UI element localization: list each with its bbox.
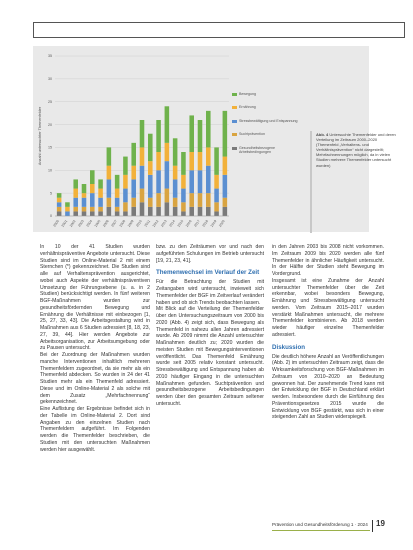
x-tick-label: 2006 (102, 219, 110, 228)
legend-swatch (232, 133, 237, 136)
x-tick-label: 2013 (160, 219, 168, 228)
bar-segment (156, 120, 161, 152)
bar-segment (131, 207, 136, 216)
legend-swatch (232, 106, 237, 109)
x-tick-label: 2019 (209, 219, 218, 228)
legend-swatch (232, 120, 237, 123)
bar-segment (65, 202, 70, 207)
bar-segment (57, 198, 62, 203)
y-tick-label: 35 (48, 54, 52, 59)
bar-segment (181, 189, 186, 203)
bar-segment (73, 179, 78, 188)
y-tick-label: 25 (48, 99, 52, 104)
bar-segment (57, 193, 62, 198)
bar-segment (173, 198, 178, 207)
legend-entry (232, 105, 300, 109)
bar-segment (98, 189, 103, 198)
bar-segment (90, 193, 95, 207)
legend-label: Ernährung (239, 105, 256, 110)
bar-segment (107, 166, 112, 180)
bar-segment (173, 138, 178, 165)
x-tick-label: 2018 (201, 219, 210, 228)
bar-segment (123, 189, 128, 203)
paragraph: Mit Blick auf die Verteilung der Themenfelder über den Untersuchungszeitraum von 2000 bis 2020 (Abb. 4) zeigt sich, dass Bewegung als Themenfeld in nahezu allen Jahren adressiert wurde. Ab 2009 nimmt die Anzahl untersuchter Maßnahmen deutlich zu; 2020 wurden die meisten Studien mit Bewegungsinterventionen veröffentlicht. Das Themenfeld Ernährung wurde seit 2005 relativ konstant untersucht. Stressbewältigung und Entspannung haben ab 2010 häufiger Eingang in die untersuchten Maßnahmen gefunden. Suchtprävention und gesundheitsbezogene Arbeitsbedingungen werden über den gesamten Zeitraum seltener untersucht. (156, 306, 264, 407)
bar-segment (107, 207, 112, 216)
bar-segment (82, 211, 87, 216)
x-tick-label: 2014 (168, 219, 176, 228)
y-tick-label: 0 (50, 214, 52, 219)
bar-segment (98, 179, 103, 188)
bar-segment (123, 175, 128, 189)
bar-segment (140, 202, 145, 216)
y-tick-label: 15 (48, 145, 52, 150)
x-tick-label: 2008 (118, 219, 127, 228)
bar-segment (90, 170, 95, 184)
bar-segment (107, 179, 112, 197)
bar-segment (214, 202, 219, 211)
bar-segment (173, 179, 178, 197)
bar-segment (156, 193, 161, 207)
bar-segment (57, 211, 62, 216)
bar-segment (214, 211, 219, 216)
bar-segment (181, 211, 186, 216)
y-tick-label: 10 (48, 168, 52, 173)
bar-segment (156, 207, 161, 216)
bar-segment (98, 207, 103, 212)
bar-segment (223, 198, 228, 207)
bar-segment (165, 202, 170, 216)
x-tick-label: 2001 (60, 219, 69, 228)
bar-segment (181, 175, 186, 189)
x-tick-label: 2012 (151, 219, 160, 228)
bar-segment (165, 189, 170, 203)
bar-segment (115, 175, 120, 189)
x-tick-label: 2015 (176, 219, 185, 228)
bar-segment (165, 143, 170, 161)
bar-segment (214, 147, 219, 174)
bar-segment (189, 193, 194, 207)
bar-segment (115, 211, 120, 216)
bar-segment (82, 184, 87, 193)
paragraph: Insgesamt ist eine Zunahme der Anzahl untersuchter Themenfelder über die Zeit erkennbar, wobei besonders Bewegung, Ernährung und Stressbewältigung untersucht werden. Vom Zeitraum 2015–2017 wurden verstärkt Maßnahmen untersucht, die mehrere Themenfelder kombinieren. Ab 2018 werden wieder häufiger einzelne Themenfelder adressiert. (272, 277, 384, 338)
bar-segment (189, 152, 194, 170)
bar-segment (206, 111, 211, 148)
x-tick-label: 2002 (68, 219, 77, 228)
footer-rule (272, 530, 370, 531)
paragraph: bzw. zu den Zeiträumen vor und nach den aufgeführten Schulungen im Betrieb untersucht [19, 21, 23, 41]. (156, 244, 264, 264)
bar-segment (90, 184, 95, 193)
bar-segment (73, 207, 78, 212)
paragraph: in den Jahren 2003 bis 2008 nicht vorkommen. Im Zeitraum 2009 bis 2020 werden alle fünf Themenfelder in ähnlicher Häufigkeit untersucht. In der Hälfte der Studien steht Bewegung im Vordergrund. (272, 244, 384, 277)
bar-segment (123, 211, 128, 216)
y-tick-label: 20 (48, 122, 52, 127)
bar-segment (206, 147, 211, 165)
bar-segment (206, 166, 211, 193)
bar-segment (82, 193, 87, 198)
bar-segment (181, 152, 186, 175)
bar-segment (140, 166, 145, 189)
page-number: 19 (376, 519, 385, 528)
paragraph: Für die Betrachtung der Studien mit Zeitangaben wird untersucht, inwieweit sich Themenfelder der BGF im Zeitverlauf verändert haben und ob sich Trends beobachten lassen. (156, 279, 264, 306)
caption-rule (310, 131, 312, 233)
y-tick-label: 5 (50, 191, 52, 196)
bar-segment (73, 198, 78, 207)
bar-segment (198, 120, 203, 152)
bar-segment (156, 152, 161, 170)
bar-segment (148, 175, 153, 198)
legend-entry (232, 146, 300, 155)
bar-segment (198, 207, 203, 216)
bar-segment (198, 152, 203, 170)
body-column-3 (272, 244, 384, 421)
x-tick-label: 2003 (77, 219, 85, 228)
bar-segment (223, 207, 228, 216)
bar-segment (173, 166, 178, 180)
bar-segment (165, 106, 170, 143)
y-tick-label: 30 (48, 77, 52, 82)
bar-segment (98, 211, 103, 216)
bar-segment (148, 134, 153, 161)
bar-segment (57, 202, 62, 207)
x-tick-label: 2016 (184, 219, 193, 228)
bar-segment (65, 211, 70, 216)
legend-entry (232, 119, 300, 123)
chart-legend (232, 92, 300, 163)
x-tick-label: 2011 (143, 219, 152, 228)
bar-segment (189, 115, 194, 152)
paragraph: Eine Auflistung der Ergebnisse befindet sich in der Tabelle im Online-Material 2. Dort sind Angaben zu den einzelnen Studien nach Themenfeldern aufgeführt. Im Folgenden werden die Themenfelder beschrieben, die Studien mit den untersuchten Maßnahmen werden hier ausgewählt. (40, 406, 150, 453)
bar-segment (115, 198, 120, 207)
bar-segment (181, 202, 186, 211)
bar-segment (107, 198, 112, 207)
legend-label: Gesundheitsbezogene Arbeitsbedingungen (239, 145, 275, 155)
bar-segment (223, 175, 228, 198)
paragraph: Bei der Zuordnung der Maßnahmen wurden manche Interventionen inhaltlich mehreren Themenfeldern zugeordnet, da sie mehr als ein Themenfeld abdecken. So wurden in 24 der 41 Studien mehr als ein Themenfeld adressiert. Diese und im Online-Material 2 als solche mit dem Zusatz „Mehrfachnennung“ gekennzeichnet. (40, 352, 150, 406)
bar-segment (198, 193, 203, 207)
bar-segment (57, 207, 62, 212)
bar-segment (148, 207, 153, 216)
section-heading: Themenwechsel im Verlauf der Zeit (156, 269, 260, 277)
x-tick-label: 2004 (85, 219, 94, 228)
bar-segment (140, 189, 145, 203)
paragraph: In 10 der 41 Studien wurden verhältnispräventive Angebote untersucht. Diese Studien sind im Online-Material 2 mit einem Sternchen (*) gekennzeichnet. Die Studien sind alle auf Verhaltensprävention ausgerichtet, wobei auch Aspekte der verhältnispräventiven Umsetzung der Führungsebene (u. a. in 2 Studien) berücksichtigt werden. In fünf weiteren BGF-Maßnahmen wurden zur gesundheitsfördernden Bewegung und Ernährung die Verhältnisse mit einbezogen [1, 25, 27, 33, 43]. Die Arbeitsgestaltung wird in Maßnahmen aus 6 Studien adressiert [8, 18, 23, 27, 39, 44]. Hier werden Angebote zur Arbeitsorganisation, zur Arbeitsumgebung oder zu Pausen untersucht. (40, 244, 150, 352)
bar-segment (90, 207, 95, 212)
legend-label: Stressbewältigung und Entspannung (239, 118, 298, 123)
bar-segment (198, 170, 203, 193)
bar-segment (165, 161, 170, 188)
bar-segment (82, 207, 87, 212)
page-footer (272, 520, 405, 534)
bar-segment (148, 198, 153, 207)
y-axis-label: Anzahl untersuchter Themenfelder (38, 106, 42, 166)
bar-segment (131, 179, 136, 197)
section-heading: Diskussion (272, 343, 306, 351)
bar-segment (131, 143, 136, 166)
x-tick-label: 2000 (52, 219, 60, 228)
x-tick-label: 2007 (110, 219, 118, 228)
x-tick-label: 2010 (135, 219, 143, 228)
bar-segment (98, 198, 103, 207)
bar-segment (140, 147, 145, 165)
header-frame (33, 22, 405, 38)
journal-name: Prävention und Gesundheitsförderung 1 · 2024 (272, 522, 368, 527)
legend-swatch (232, 93, 237, 96)
bar-segment (73, 189, 78, 198)
legend-entry (232, 132, 300, 136)
bar-segment (223, 157, 228, 175)
bar-segment (140, 120, 145, 147)
caption-label: Abb. 4 (316, 132, 329, 137)
bar-segment (65, 207, 70, 212)
bar-segment (123, 202, 128, 211)
bar-segment (115, 189, 120, 198)
bar-segment (73, 211, 78, 216)
bar-segment (90, 211, 95, 216)
legend-label: Suchtprävention (239, 132, 265, 137)
x-tick-label: 2009 (126, 219, 135, 228)
bar-segment (206, 207, 211, 216)
bar-segment (214, 189, 219, 203)
bar-segment (214, 175, 219, 189)
x-tick-label: 2005 (93, 219, 102, 228)
bar-segment (206, 193, 211, 207)
legend-entry (232, 92, 300, 96)
bar-segment (189, 207, 194, 216)
bar-segment (189, 170, 194, 193)
x-tick-label: 2020 (218, 219, 226, 228)
legend-label: Bewegung (239, 92, 256, 96)
footer-divider (372, 520, 373, 532)
body-column-2 (156, 244, 264, 408)
legend-swatch (232, 147, 237, 150)
bar-segment (115, 207, 120, 212)
bar-segment (107, 147, 112, 165)
bar-segment (131, 166, 136, 180)
caption-text: Untersuchte Themenfelder und deren Verteilung im Zeitraum 2000–2020 (Themenfeld „Verhaltens- und Verhältnisprävention“ nicht dargestellt; Mehrfachnennungen möglich, da in vielen Studien mehrere Themenfelder untersucht wurden) (316, 132, 396, 168)
bar-segment (82, 198, 87, 207)
bar-segment (148, 161, 153, 175)
figure-caption (316, 132, 400, 168)
bar-segment (173, 207, 178, 216)
body-column-1 (40, 244, 150, 453)
x-tick-label: 2017 (193, 219, 201, 228)
bar-segment (223, 111, 228, 157)
bar-segment (156, 170, 161, 193)
bar-segment (123, 157, 128, 175)
bar-segment (131, 198, 136, 207)
paragraph: Die deutlich höhere Anzahl an Veröffentlichungen (Abb. 2) im untersuchten Zeitraum zeigt, dass die Wirksamkeitsforschung von BGF-Maßnahmen im Zeitraum von 2010–2020 an Bedeutung gewonnen hat. Der zunehmende Trend kann mit der Entwicklung der BGF in Deutschland erklärt werden. Insbesondere durch die Einführung des Präventionsgesetzes 2015 wurde die Entwicklung von BGF gestärkt, was sich in einer steigenden Zahl an Studien widerspiegelt. (272, 353, 384, 421)
